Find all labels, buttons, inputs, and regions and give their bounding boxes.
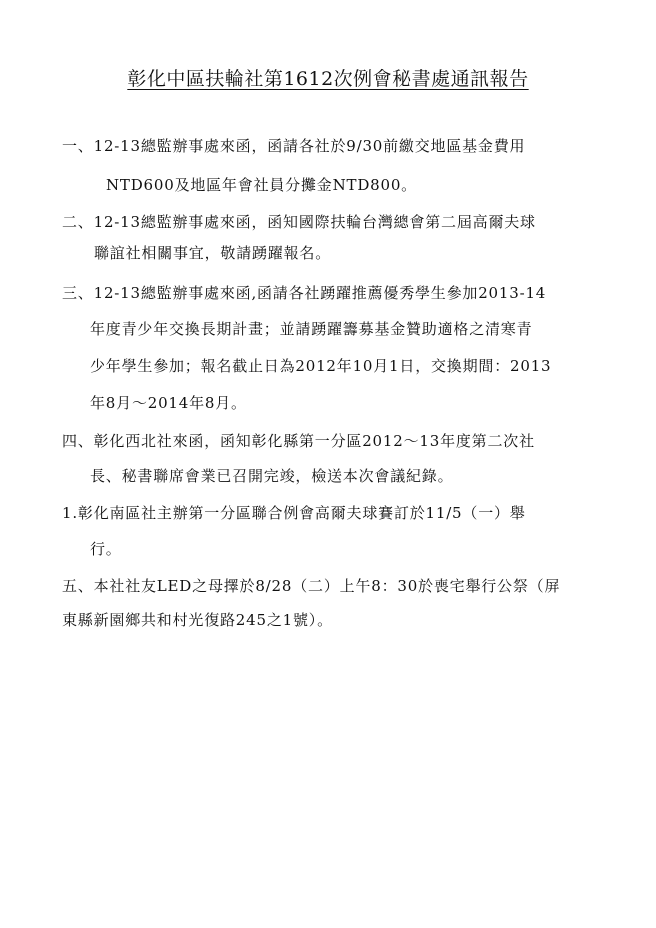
- item-1-line-1: 一、12-13總監辦事處來函，函請各社於9/30前繳交地區基金費用: [62, 137, 526, 155]
- subitem-1-line-2: 行。: [90, 540, 122, 558]
- item-3-line-2: 年度青少年交換長期計畫；並請踴躍籌募基金贊助適格之清寒青: [90, 320, 533, 338]
- item-3-line-3: 少年學生參加；報名截止日為2012年10月1日，交換期間：2013: [90, 357, 552, 375]
- item-4-line-1: 四、彰化西北社來函，函知彰化縣第一分區2012～13年度第二次社: [62, 432, 535, 450]
- page-title-text: 彰化中區扶輪社第1612次例會秘書處通訊報告: [127, 68, 529, 90]
- item-3-line-4: 年8月～2014年8月。: [90, 394, 247, 412]
- item-4-line-2: 長、秘書聯席會業已召開完竣，檢送本次會議紀錄。: [90, 467, 454, 485]
- subitem-1-line-1: 1.彰化南區社主辦第一分區聯合例會高爾夫球賽訂於11/5（一）舉: [62, 504, 526, 522]
- item-3-line-1: 三、12-13總監辦事處來函,函請各社踴躍推薦優秀學生參加2013-14: [62, 284, 547, 302]
- item-5-line-1: 五、本社社友LED之母擇於8/28（二）上午8：30於喪宅舉行公祭（屏: [62, 577, 561, 595]
- item-2-line-1: 二、12-13總監辦事處來函，函知國際扶輪台灣總會第二屆高爾夫球: [62, 213, 536, 231]
- item-5-line-2: 東縣新園鄉共和村光復路245之1號）。: [62, 611, 333, 629]
- item-1-line-2: NTD600及地區年會社員分攤金NTD800。: [106, 176, 417, 194]
- item-2-line-2: 聯誼社相關事宜，敬請踴躍報名。: [94, 244, 332, 262]
- page-title: [0, 64, 656, 91]
